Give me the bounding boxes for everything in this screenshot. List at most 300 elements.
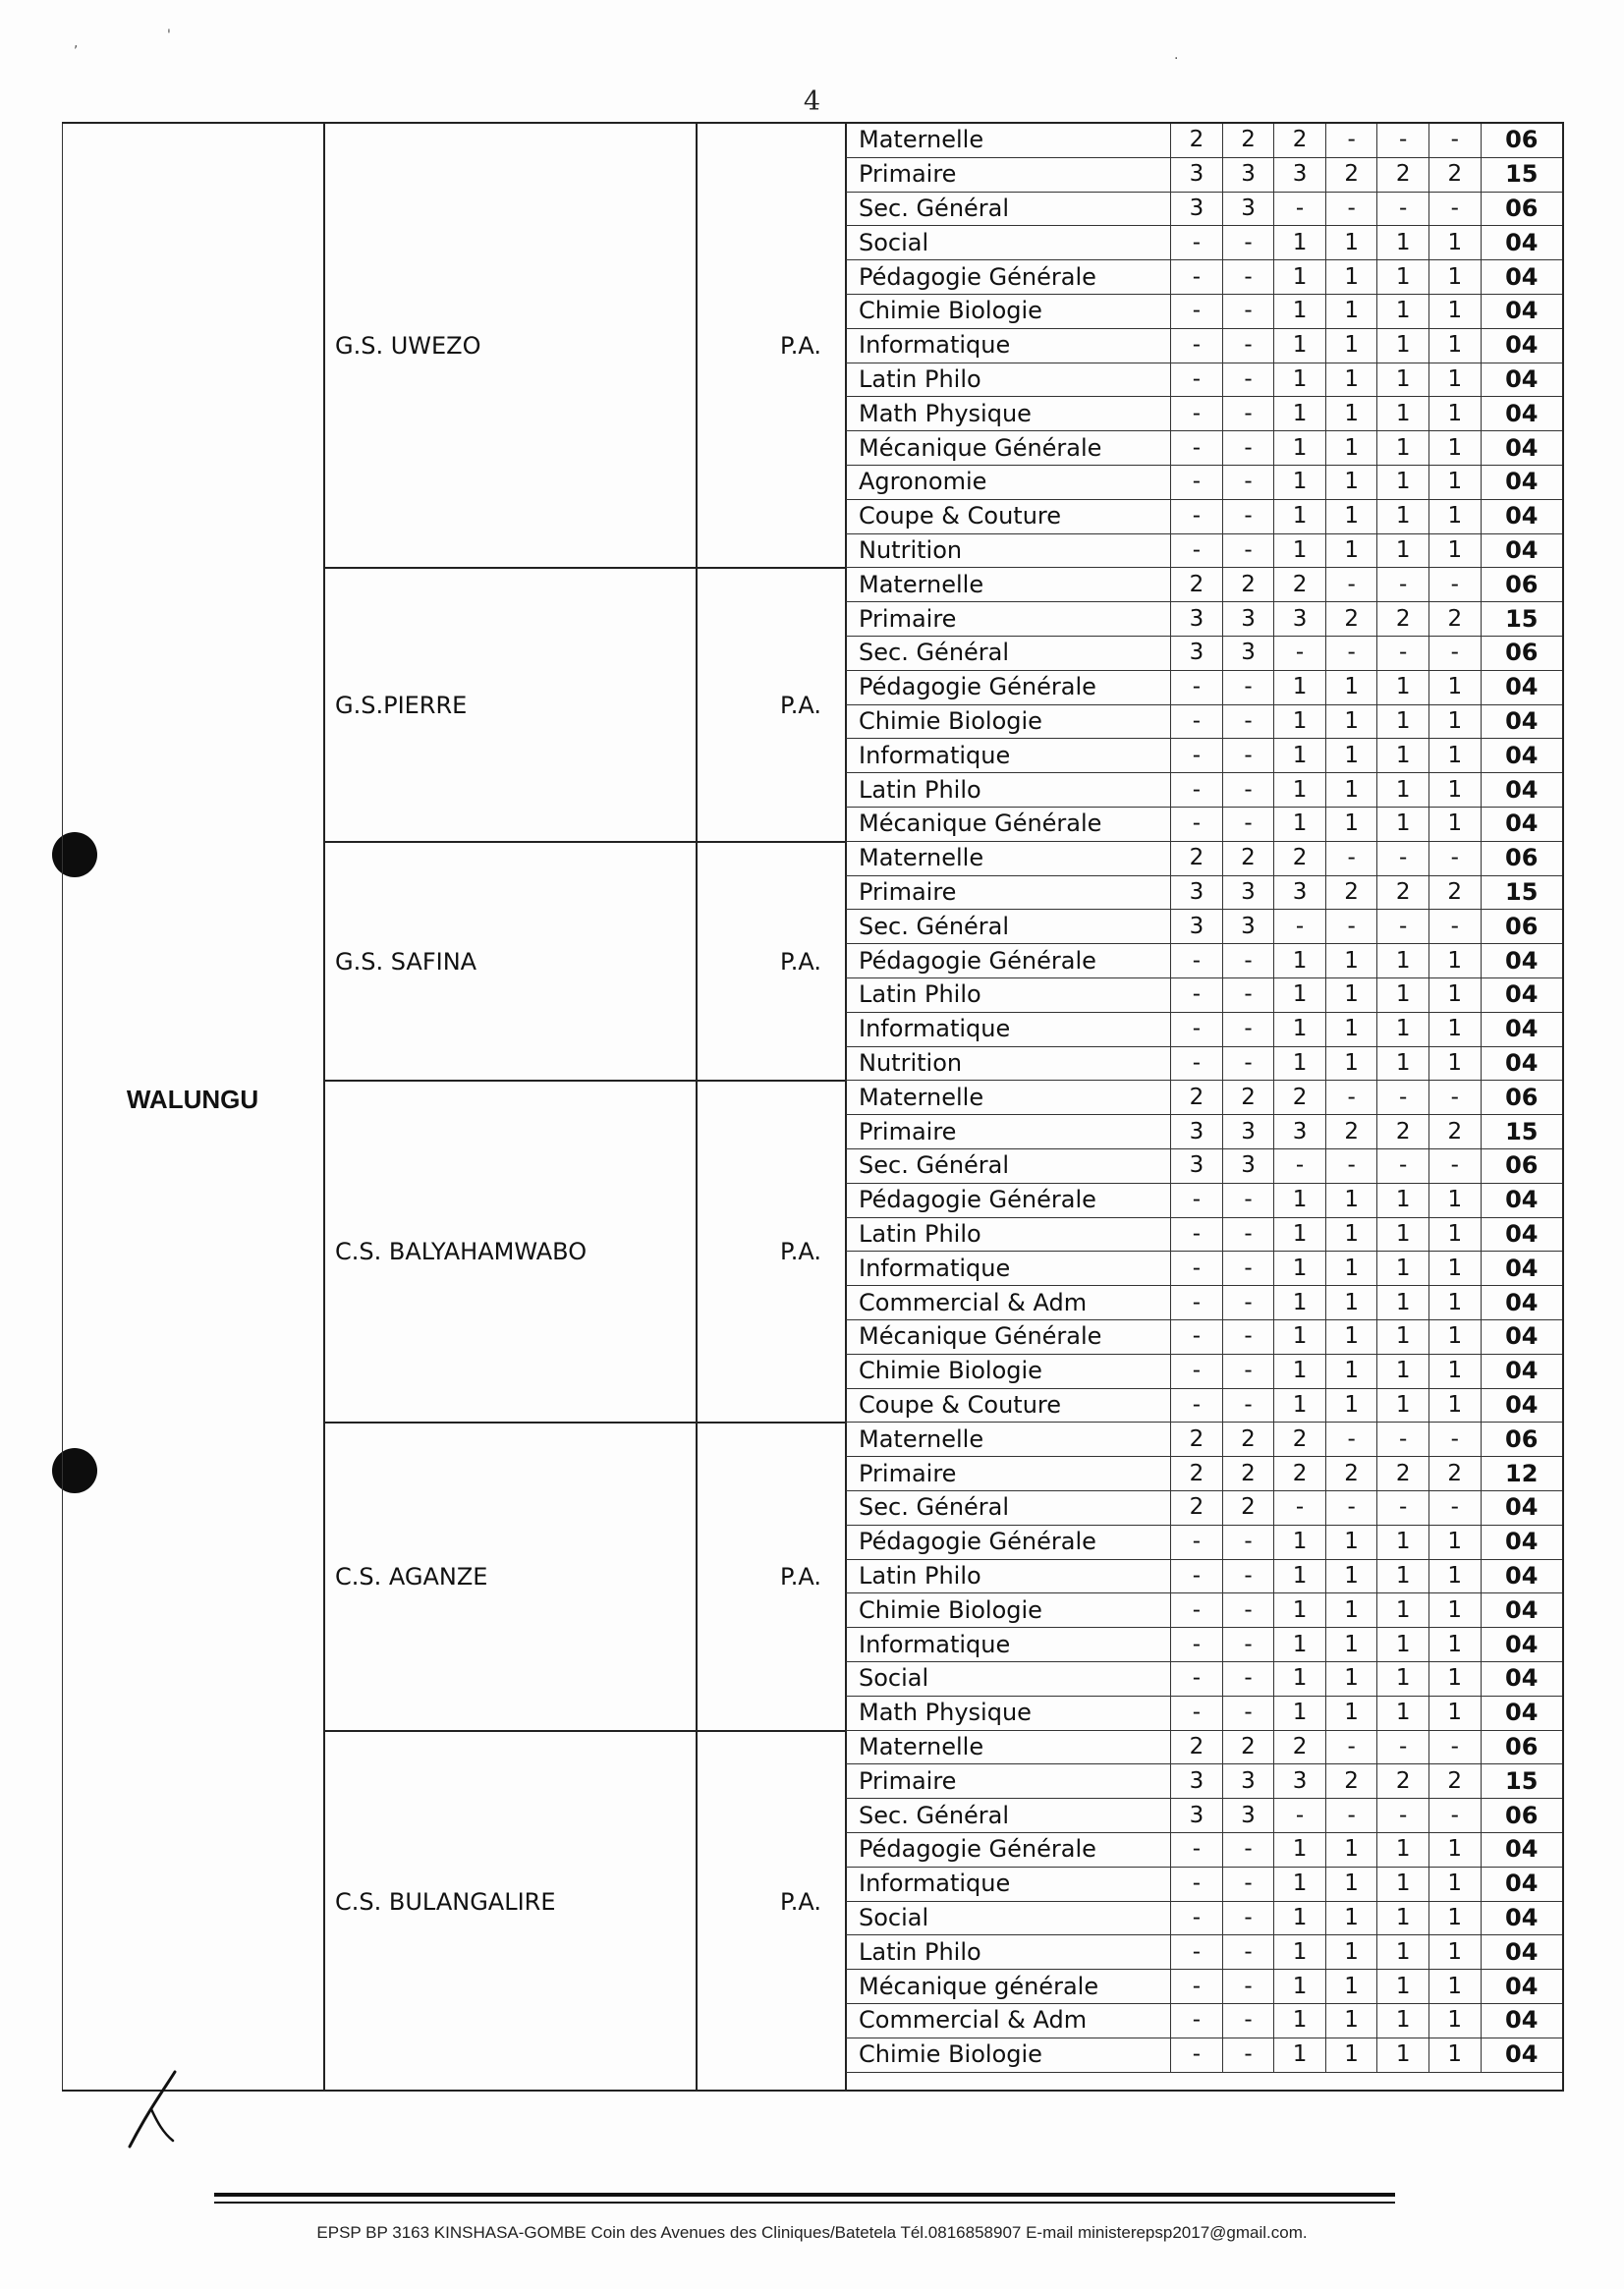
class-count-cell: 1 — [1274, 739, 1326, 773]
class-count-cell: 2 — [1222, 1490, 1274, 1525]
class-count-cell: 2 — [1325, 875, 1377, 910]
class-count-cell: 2 — [1222, 124, 1274, 157]
subject-name: Math Physique — [846, 1696, 1171, 1730]
class-count-cell: 3 — [1171, 157, 1223, 192]
table-row — [846, 499, 1562, 533]
class-count-cell: 1 — [1377, 1319, 1429, 1354]
class-count-cell: 1 — [1325, 1319, 1377, 1354]
class-count-cell: 1 — [1428, 328, 1481, 363]
class-count-cell: - — [1428, 636, 1481, 670]
class-count-cell: 1 — [1325, 2038, 1377, 2072]
class-count-cell: 2 — [1274, 1457, 1326, 1491]
class-count-cell: - — [1171, 1217, 1223, 1252]
class-count-cell: - — [1171, 2003, 1223, 2038]
class-count-cell: 2 — [1171, 1081, 1223, 1114]
class-count-cell: 1 — [1377, 1970, 1429, 2004]
total-cell: 06 — [1481, 842, 1562, 875]
table-row — [846, 1731, 1562, 1764]
class-count-cell: 3 — [1171, 1764, 1223, 1799]
total-cell: 04 — [1481, 1046, 1562, 1081]
class-count-cell: 1 — [1428, 1388, 1481, 1423]
table-row — [846, 773, 1562, 808]
total-cell: 04 — [1481, 2038, 1562, 2072]
class-count-cell: 1 — [1428, 294, 1481, 328]
school-name: G.S. SAFINA — [335, 947, 477, 976]
class-count-cell: 2 — [1274, 842, 1326, 875]
class-count-cell: - — [1222, 1319, 1274, 1354]
class-count-cell: 1 — [1274, 670, 1326, 704]
total-cell: 12 — [1481, 1457, 1562, 1491]
total-cell: 04 — [1481, 1970, 1562, 2004]
class-count-cell: 1 — [1325, 1012, 1377, 1046]
class-count-cell: - — [1222, 773, 1274, 808]
table-row — [846, 465, 1562, 499]
class-count-cell: 1 — [1274, 704, 1326, 739]
class-count-cell: 1 — [1428, 1901, 1481, 1935]
subject-name: Chimie Biologie — [846, 1354, 1171, 1388]
subject-name: Mécanique Générale — [846, 431, 1171, 466]
total-cell: 04 — [1481, 1901, 1562, 1935]
subject-name: Latin Philo — [846, 977, 1171, 1012]
subject-name: Sec. Général — [846, 1490, 1171, 1525]
class-count-cell: - — [1222, 739, 1274, 773]
class-count-cell: 1 — [1274, 1012, 1326, 1046]
class-count-cell: 1 — [1428, 226, 1481, 260]
class-count-cell: - — [1222, 431, 1274, 466]
class-count-cell: 1 — [1325, 1525, 1377, 1559]
total-cell: 04 — [1481, 739, 1562, 773]
class-count-cell: - — [1171, 739, 1223, 773]
total-cell: 04 — [1481, 2003, 1562, 2038]
class-count-cell: - — [1222, 1252, 1274, 1286]
subject-name: Sec. Général — [846, 192, 1171, 226]
class-count-cell: - — [1274, 910, 1326, 944]
class-count-cell: - — [1428, 124, 1481, 157]
class-count-cell: - — [1171, 807, 1223, 841]
class-count-cell: 3 — [1171, 875, 1223, 910]
class-count-cell: 1 — [1428, 1217, 1481, 1252]
class-count-cell: 1 — [1325, 226, 1377, 260]
total-cell: 04 — [1481, 363, 1562, 397]
class-count-cell: 1 — [1428, 533, 1481, 568]
class-count-cell: 1 — [1274, 260, 1326, 295]
class-count-cell: 1 — [1428, 1559, 1481, 1593]
class-count-cell: 1 — [1428, 1593, 1481, 1628]
class-count-cell: 2 — [1274, 1731, 1326, 1764]
class-count-cell: - — [1171, 1661, 1223, 1696]
class-count-cell: 2 — [1377, 157, 1429, 192]
class-count-cell: - — [1428, 1148, 1481, 1183]
class-count-cell: 2 — [1222, 568, 1274, 601]
class-count-cell: 1 — [1325, 1935, 1377, 1970]
class-count-cell: 2 — [1171, 1423, 1223, 1456]
class-count-cell: - — [1274, 1490, 1326, 1525]
class-count-cell: 1 — [1377, 226, 1429, 260]
table-row — [846, 294, 1562, 328]
class-count-cell: 1 — [1377, 739, 1429, 773]
total-cell: 04 — [1481, 260, 1562, 295]
class-count-cell: 3 — [1222, 875, 1274, 910]
class-count-cell: - — [1171, 1354, 1223, 1388]
class-count-cell: - — [1171, 1183, 1223, 1217]
footer-address: EPSP BP 3163 KINSHASA-GOMBE Coin des Avenues des Cliniques/Batetela Tél.0816858907 E-mail ministerepsp2017@gmail.com. — [316, 2223, 1308, 2242]
class-count-cell: - — [1222, 1901, 1274, 1935]
total-cell: 04 — [1481, 1696, 1562, 1730]
class-count-cell: - — [1274, 192, 1326, 226]
table-row — [846, 192, 1562, 226]
class-count-cell: 2 — [1377, 1764, 1429, 1799]
scan-speck: . — [1174, 47, 1179, 63]
class-count-cell: - — [1325, 1799, 1377, 1833]
table-row — [846, 157, 1562, 192]
class-count-cell: 1 — [1377, 1012, 1429, 1046]
class-count-cell: 1 — [1325, 670, 1377, 704]
class-count-cell: - — [1222, 1525, 1274, 1559]
class-count-cell: - — [1222, 1867, 1274, 1901]
total-cell: 04 — [1481, 328, 1562, 363]
subject-name: Chimie Biologie — [846, 704, 1171, 739]
subject-name: Latin Philo — [846, 1217, 1171, 1252]
class-count-cell: - — [1171, 1593, 1223, 1628]
class-count-cell: - — [1325, 1423, 1377, 1456]
class-count-cell: 1 — [1428, 431, 1481, 466]
class-count-cell: 1 — [1325, 1832, 1377, 1867]
class-count-cell: - — [1171, 773, 1223, 808]
class-count-cell: 1 — [1428, 1354, 1481, 1388]
class-count-cell: 3 — [1171, 602, 1223, 637]
class-count-cell: - — [1428, 1731, 1481, 1764]
class-count-cell: 2 — [1325, 602, 1377, 637]
class-count-cell: - — [1171, 226, 1223, 260]
class-count-cell: 1 — [1325, 1867, 1377, 1901]
school-status: P.A. — [780, 947, 821, 976]
class-count-cell: - — [1222, 363, 1274, 397]
class-count-cell: 1 — [1274, 294, 1326, 328]
class-count-cell: - — [1325, 124, 1377, 157]
class-count-cell: 3 — [1171, 1799, 1223, 1833]
class-count-cell: 2 — [1428, 1764, 1481, 1799]
class-count-cell: 1 — [1377, 363, 1429, 397]
class-count-cell: - — [1222, 1970, 1274, 2004]
class-count-cell: - — [1428, 910, 1481, 944]
class-count-cell: 1 — [1377, 977, 1429, 1012]
class-count-cell: 1 — [1428, 1970, 1481, 2004]
subject-name: Pédagogie Générale — [846, 944, 1171, 978]
class-count-cell: 1 — [1274, 1354, 1326, 1388]
table-row — [846, 1423, 1562, 1456]
class-count-cell: 1 — [1325, 363, 1377, 397]
class-count-cell: 1 — [1274, 397, 1326, 431]
total-cell: 06 — [1481, 1731, 1562, 1764]
table-row — [846, 1970, 1562, 2004]
class-count-cell: - — [1377, 910, 1429, 944]
total-cell: 04 — [1481, 1935, 1562, 1970]
total-cell: 06 — [1481, 1799, 1562, 1833]
class-count-cell: 1 — [1274, 1559, 1326, 1593]
class-count-cell: - — [1171, 704, 1223, 739]
class-count-cell: 1 — [1274, 1901, 1326, 1935]
class-count-cell: 3 — [1171, 1115, 1223, 1149]
subject-name: Chimie Biologie — [846, 2038, 1171, 2072]
class-count-cell: - — [1171, 1388, 1223, 1423]
class-count-cell: 2 — [1222, 1457, 1274, 1491]
subject-name: Sec. Général — [846, 1799, 1171, 1833]
table-row — [846, 1046, 1562, 1081]
class-count-cell: 1 — [1274, 363, 1326, 397]
class-count-cell: - — [1171, 1628, 1223, 1662]
class-count-cell: - — [1171, 1046, 1223, 1081]
class-count-cell: 1 — [1377, 704, 1429, 739]
class-count-cell: 1 — [1377, 1252, 1429, 1286]
school-name: C.S. BALYAHAMWABO — [335, 1238, 588, 1266]
total-cell: 04 — [1481, 1628, 1562, 1662]
class-count-cell: 1 — [1274, 1388, 1326, 1423]
table-row — [846, 1286, 1562, 1320]
class-count-cell: 1 — [1428, 1319, 1481, 1354]
class-count-cell: 1 — [1428, 1661, 1481, 1696]
subject-name: Pédagogie Générale — [846, 670, 1171, 704]
school-divider — [323, 841, 845, 843]
class-count-cell: 1 — [1274, 465, 1326, 499]
class-count-cell: - — [1222, 533, 1274, 568]
table-row — [846, 533, 1562, 568]
subject-name: Primaire — [846, 1115, 1171, 1149]
class-count-cell: - — [1428, 1490, 1481, 1525]
class-count-cell: 2 — [1171, 1457, 1223, 1491]
class-count-cell: - — [1171, 1970, 1223, 2004]
class-count-cell: 2 — [1274, 568, 1326, 601]
school-divider — [323, 567, 845, 569]
class-count-cell: - — [1222, 397, 1274, 431]
total-cell: 04 — [1481, 670, 1562, 704]
subject-name: Mécanique Générale — [846, 807, 1171, 841]
class-count-cell: 1 — [1325, 1252, 1377, 1286]
subject-name: Maternelle — [846, 568, 1171, 601]
class-count-cell: 1 — [1428, 397, 1481, 431]
subject-name: Math Physique — [846, 397, 1171, 431]
class-count-cell: 2 — [1428, 157, 1481, 192]
class-count-cell: - — [1222, 260, 1274, 295]
class-count-cell: - — [1222, 1183, 1274, 1217]
table-row — [846, 977, 1562, 1012]
class-count-cell: 2 — [1377, 1457, 1429, 1491]
class-count-cell: 1 — [1377, 1901, 1429, 1935]
class-count-cell: - — [1171, 670, 1223, 704]
subject-name: Sec. Général — [846, 636, 1171, 670]
class-count-cell: - — [1222, 294, 1274, 328]
table-row — [846, 1183, 1562, 1217]
table-row — [846, 1559, 1562, 1593]
table-row — [846, 1490, 1562, 1525]
class-count-cell: 2 — [1325, 157, 1377, 192]
class-count-cell: 1 — [1325, 328, 1377, 363]
class-count-cell: 3 — [1222, 602, 1274, 637]
class-count-cell: 1 — [1325, 397, 1377, 431]
class-count-cell: 2 — [1377, 602, 1429, 637]
total-cell: 04 — [1481, 1319, 1562, 1354]
class-count-cell: - — [1222, 1935, 1274, 1970]
total-cell: 04 — [1481, 294, 1562, 328]
class-count-cell: - — [1222, 1696, 1274, 1730]
class-count-cell: 1 — [1274, 807, 1326, 841]
subject-name: Mécanique générale — [846, 1970, 1171, 2004]
subject-name: Nutrition — [846, 1046, 1171, 1081]
class-count-cell: - — [1222, 1012, 1274, 1046]
class-count-cell: 1 — [1377, 294, 1429, 328]
class-count-cell: 1 — [1325, 1661, 1377, 1696]
total-cell: 04 — [1481, 1252, 1562, 1286]
total-cell: 06 — [1481, 1423, 1562, 1456]
class-count-cell: 3 — [1222, 157, 1274, 192]
class-count-cell: 1 — [1377, 1183, 1429, 1217]
subject-name: Pédagogie Générale — [846, 1525, 1171, 1559]
class-count-cell: - — [1222, 1628, 1274, 1662]
total-cell: 06 — [1481, 910, 1562, 944]
class-count-cell: - — [1222, 944, 1274, 978]
class-count-cell: - — [1171, 1252, 1223, 1286]
class-count-cell: - — [1222, 1661, 1274, 1696]
class-count-cell: 3 — [1222, 1764, 1274, 1799]
class-count-cell: 1 — [1377, 2003, 1429, 2038]
class-count-cell: 3 — [1222, 192, 1274, 226]
class-count-cell: - — [1171, 431, 1223, 466]
total-cell: 06 — [1481, 1148, 1562, 1183]
class-count-cell: 1 — [1325, 739, 1377, 773]
total-cell: 04 — [1481, 533, 1562, 568]
class-count-cell: - — [1325, 910, 1377, 944]
school-name: G.S. UWEZO — [335, 332, 481, 361]
class-count-cell: - — [1325, 1731, 1377, 1764]
class-count-cell: 2 — [1377, 1115, 1429, 1149]
class-count-cell: 1 — [1377, 1388, 1429, 1423]
subject-name: Maternelle — [846, 1731, 1171, 1764]
class-count-cell: 1 — [1377, 1832, 1429, 1867]
total-cell: 04 — [1481, 977, 1562, 1012]
table-row — [846, 1319, 1562, 1354]
total-cell: 04 — [1481, 1012, 1562, 1046]
class-count-cell: 1 — [1274, 1970, 1326, 2004]
class-count-cell: - — [1171, 397, 1223, 431]
class-count-cell: 2 — [1171, 1490, 1223, 1525]
class-count-cell: 1 — [1428, 1252, 1481, 1286]
class-count-cell: - — [1222, 1559, 1274, 1593]
class-count-cell: 1 — [1325, 294, 1377, 328]
subject-name: Informatique — [846, 1252, 1171, 1286]
class-count-cell: - — [1377, 124, 1429, 157]
class-count-cell: 1 — [1428, 704, 1481, 739]
class-count-cell: - — [1377, 842, 1429, 875]
class-count-cell: - — [1171, 260, 1223, 295]
class-count-cell: 1 — [1274, 1867, 1326, 1901]
class-count-cell: 1 — [1274, 1593, 1326, 1628]
class-count-cell: 1 — [1377, 1046, 1429, 1081]
class-count-cell: 1 — [1377, 533, 1429, 568]
class-count-cell: - — [1325, 842, 1377, 875]
subject-name: Pédagogie Générale — [846, 1183, 1171, 1217]
class-count-cell: 1 — [1325, 1286, 1377, 1320]
table-row — [846, 431, 1562, 466]
subject-table — [846, 1731, 1562, 2073]
class-count-cell: 3 — [1171, 910, 1223, 944]
class-count-cell: - — [1171, 294, 1223, 328]
total-cell: 04 — [1481, 1559, 1562, 1593]
class-count-cell: 1 — [1274, 1832, 1326, 1867]
class-count-cell: 1 — [1325, 2003, 1377, 2038]
class-count-cell: 2 — [1171, 124, 1223, 157]
class-count-cell: 1 — [1428, 499, 1481, 533]
table-row — [846, 1148, 1562, 1183]
total-cell: 04 — [1481, 1388, 1562, 1423]
class-count-cell: 1 — [1274, 1252, 1326, 1286]
class-count-cell: 1 — [1325, 1217, 1377, 1252]
subject-name: Latin Philo — [846, 363, 1171, 397]
table-row — [846, 739, 1562, 773]
class-count-cell: 1 — [1274, 2038, 1326, 2072]
page-number: 4 — [803, 86, 821, 117]
subject-table — [846, 1081, 1562, 1423]
subject-name: Maternelle — [846, 842, 1171, 875]
class-count-cell: 1 — [1274, 1046, 1326, 1081]
class-count-cell: - — [1171, 1525, 1223, 1559]
table-row — [846, 842, 1562, 875]
class-count-cell: - — [1222, 1832, 1274, 1867]
class-count-cell: - — [1171, 328, 1223, 363]
table-row — [846, 1115, 1562, 1149]
class-count-cell: 3 — [1274, 1115, 1326, 1149]
class-count-cell: 1 — [1274, 1525, 1326, 1559]
region-name: WALUNGU — [126, 1084, 259, 1114]
class-count-cell: 1 — [1428, 1628, 1481, 1662]
class-count-cell: - — [1171, 1935, 1223, 1970]
subject-name: Informatique — [846, 1867, 1171, 1901]
class-count-cell: 1 — [1377, 1935, 1429, 1970]
table-row — [846, 704, 1562, 739]
class-count-cell: 1 — [1325, 1970, 1377, 2004]
class-count-cell: 2 — [1171, 1731, 1223, 1764]
subject-name: Maternelle — [846, 1081, 1171, 1114]
class-count-cell: 1 — [1377, 1217, 1429, 1252]
class-count-cell: - — [1222, 807, 1274, 841]
total-cell: 04 — [1481, 1525, 1562, 1559]
class-count-cell: 3 — [1171, 1148, 1223, 1183]
subject-name: Sec. Général — [846, 1148, 1171, 1183]
class-count-cell: 2 — [1171, 568, 1223, 601]
class-count-cell: - — [1222, 226, 1274, 260]
class-count-cell: 2 — [1428, 875, 1481, 910]
class-count-cell: 1 — [1377, 944, 1429, 978]
class-count-cell: 3 — [1222, 1115, 1274, 1149]
class-count-cell: 3 — [1274, 157, 1326, 192]
class-count-cell: 1 — [1274, 977, 1326, 1012]
class-count-cell: 1 — [1274, 1696, 1326, 1730]
class-count-cell: 1 — [1428, 465, 1481, 499]
class-count-cell: 1 — [1274, 1183, 1326, 1217]
class-count-cell: 1 — [1325, 773, 1377, 808]
class-count-cell: 1 — [1325, 431, 1377, 466]
school-divider — [323, 1730, 845, 1732]
class-count-cell: - — [1171, 1012, 1223, 1046]
class-count-cell: 1 — [1377, 773, 1429, 808]
class-count-cell: - — [1171, 1832, 1223, 1867]
subject-name: Mécanique Générale — [846, 1319, 1171, 1354]
class-count-cell: 3 — [1274, 875, 1326, 910]
total-cell: 06 — [1481, 568, 1562, 601]
class-count-cell: - — [1222, 465, 1274, 499]
total-cell: 15 — [1481, 602, 1562, 637]
class-count-cell: - — [1428, 1423, 1481, 1456]
total-cell: 15 — [1481, 157, 1562, 192]
table-row — [846, 1799, 1562, 1833]
